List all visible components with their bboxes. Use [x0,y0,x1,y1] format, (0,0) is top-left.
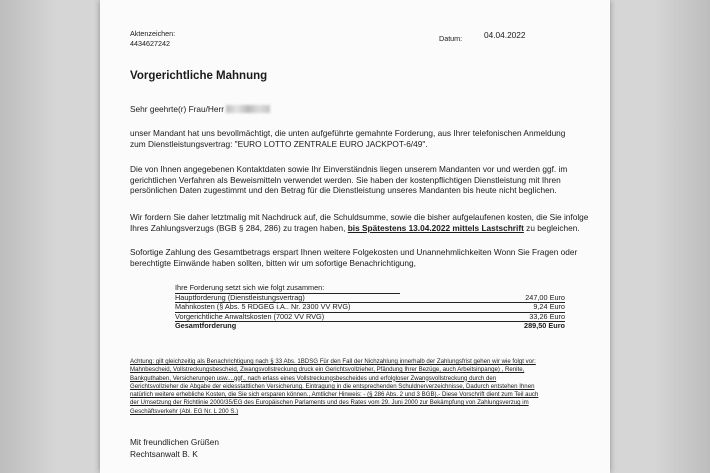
claim-value: 9,24 Euro [533,302,565,312]
claim-label: Mahnkosten (§ Abs. 5 RDGEG i.A.. Nr. 2300 VV RVG) [175,302,351,312]
reference-label: Aktenzeichen: [130,29,176,38]
salutation-line [130,104,270,115]
redacted-name [226,105,270,113]
legal-line: Mahnbescheid, Vollstreckungsbescheid, Zwangsvollstreckung druck ein Gerichtsvollzieher, Pfändung Ihrer Bezüge, auch Arbeitsinpange) , Renite, [130,366,525,374]
claim-total-row [175,322,565,331]
claim-heading-text: Ihre Forderung setzt sich wie folgt zusammen: [175,283,325,292]
claim-value: 247,00 Euro [525,292,565,302]
date-label: Datum: [439,34,463,43]
claim-value: 33,26 Euro [529,311,565,321]
payment-deadline: bis Spätestens 13.04.2022 mittels Lastschrift [347,222,524,233]
signature: Rechtsanwalt B. K [130,449,198,459]
paragraph-line: berechtigte Einwände haben sollten, bitten wir um sofortige Benachrichtigung, [130,257,416,268]
paragraph-line: zum Dienstleistungsvertrag: "EURO LOTTO ZENTRALE EURO JACKPOT-6/49". [130,138,428,149]
paragraph-line: Die von Ihnen angegebenen Kontaktdaten sowie Ihr Einverständnis liegen unserem Mandanten vor und werden ggf. im [130,164,568,174]
legal-line: Geschäftsverkehr (Abl. EG Nr. L 200 S.) [130,407,239,415]
paragraph-payment [130,247,600,268]
demand-text-end: zu begleichen. [523,222,580,233]
paragraph-demand [130,212,600,233]
letter-title: Vorgerichtliche Mahnung [130,70,268,82]
closing-greeting: Mit freundlichen Grüßen [130,437,220,447]
legal-line: Achtung: gilt gleichzeitig als Benachrichtigung nach § 33 Abs. 1BDSG Für den Fall der Nichzahlung innerhalb der Zahlungsfrist gehen wir wie folgt vor: [130,358,536,365]
salutation-text: Sehr geehrte(r) Frau/Herr [130,104,225,114]
claim-table [175,284,565,331]
reference-number: 4434627242 [130,39,170,48]
legal-line: Gerichtsvollzieher die Abgabe der eidesstattlichen Versicherung. Eintragung in die entsprechenden Schuldnerverzeichnisse, Dadurch entstehen Ihnen [130,382,535,390]
paragraph-mandate [130,128,600,149]
date-value: 04.04.2022 [484,30,526,40]
claim-label: Vorgerichtliche Anwaltskosten (7002 VV RVG) [175,311,325,321]
total-label: Gesamtforderung [175,321,237,331]
legal-line: Bankguthaben, Versicherungen usw....ggf., nach erlass eines Vollstreckungsbescheides und erfolgloser Zwangsvollstreckung durch den [130,374,497,382]
legal-notice [130,358,605,416]
paragraph-line: persönlichen Daten zugestimmt und den Betrag für die Dienstleistung unseres Mandanten bis heute nicht beglichen. [130,185,557,196]
total-value: 289,50 Euro [524,321,565,331]
legal-line: natürlich weitere erhebliche Kosten, die Sie sich ersparen können., Amtlicher Hinweis: - (§ 286 Abs. 2 und 3 BGB).- Diese Vorschrift dient zum Teil auch [130,391,539,399]
claim-label: Hauptforderung (Dienstleistungsvertrag) [175,292,305,302]
legal-line: der Umsetzung der Richtlinie 2000/35/EG des Europäischen Parlaments und des Rates vom 29. Juni 2000 zur Bekämpfung von Zahlungsverzug im [130,399,529,407]
letter-page [100,0,610,473]
paragraph-line-deadline [130,223,600,234]
demand-text: Ihres Zahlungsverzugs (BGB § 284, 286) zu tragen haben, [130,222,348,233]
paragraph-line: gerichtlichen Verfahren als Beweismitteln verwendet werden. Sie haben der kostenpflichtigen Dienstleistung mit Ihren [130,174,561,185]
paragraph-consent [130,164,600,196]
paragraph-line: unser Mandant hat uns bevollmächtigt, die unten aufgeführte gemahnte Forderung, aus Ihrer telefonischen Anmeldung [130,128,566,138]
paragraph-line: Sofortige Zahlung des Gesamtbetrags erspart Ihnen weitere Folgekosten und Unannehmlichkeiten Wonn Sie Fragen oder [130,247,578,257]
paragraph-line: Wir fordern Sie daher letztmalig mit Nachdruck auf, die Schuldsumme, sowie die bisher aufgelaufenen kosten, die Sie infolge [130,212,589,222]
